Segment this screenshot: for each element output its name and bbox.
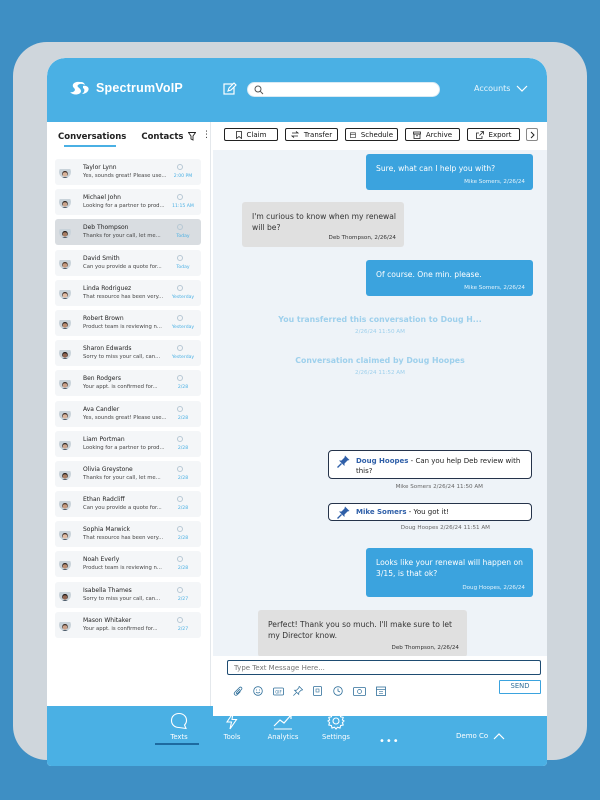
status-indicator-icon — [177, 164, 183, 170]
avatar — [59, 166, 71, 178]
message-incoming — [242, 202, 404, 247]
status-indicator-icon — [177, 224, 183, 230]
attachment-icon[interactable] — [233, 681, 243, 691]
note-separator: - — [406, 508, 414, 516]
contact-name: Taylor Lynn — [83, 164, 117, 171]
message-preview: Yes, sounds great! Please use... — [83, 414, 167, 421]
system-event-time: 2/26/24 11:52 AM — [355, 370, 405, 376]
tab-contacts[interactable]: Contacts — [141, 132, 184, 142]
brand-logo — [69, 80, 183, 96]
note-author: Doug Hoopes — [356, 457, 409, 465]
nav-texts-label: Texts — [170, 733, 188, 741]
transfer-button[interactable] — [285, 128, 338, 141]
nav-analytics[interactable] — [263, 712, 303, 741]
message-preview: Thanks for your call, let me... — [83, 233, 161, 240]
conversation-item[interactable] — [55, 159, 201, 185]
conversation-item[interactable] — [55, 551, 201, 577]
conversation-item[interactable] — [55, 310, 201, 336]
compose-icon[interactable] — [223, 82, 237, 96]
nav-tools[interactable] — [212, 712, 252, 741]
note-meta: Doug Hoopes 2/26/24 11:51 AM — [400, 525, 490, 531]
top-bar — [47, 58, 547, 122]
contact-name: Noah Everly — [83, 556, 120, 564]
conversation-time: 2/28 — [177, 385, 189, 391]
message-preview: Thanks for your call, let me... — [83, 474, 161, 481]
message-preview: Looking for a partner to prod... — [83, 444, 165, 451]
status-indicator-icon — [177, 285, 183, 291]
message-meta: Mike Somers, 2/26/24 — [464, 179, 525, 185]
conversation-item[interactable] — [55, 582, 201, 608]
account-name: Demo Co — [456, 732, 489, 740]
status-indicator-icon — [177, 315, 183, 321]
contact-name: Olivia Greystone — [83, 465, 133, 473]
conversation-time: Today — [176, 264, 190, 270]
schedule-label: Schedule — [360, 130, 393, 139]
avatar — [59, 589, 71, 601]
status-indicator-icon — [177, 617, 183, 623]
message-text: I'm curious to know when my renewal will be? — [252, 212, 397, 232]
brand-name: SpectrumVoIP — [96, 81, 183, 95]
clock-icon[interactable] — [333, 681, 343, 691]
internal-note — [328, 503, 532, 521]
accounts-menu[interactable] — [474, 84, 528, 93]
svg-text:GIF: GIF — [275, 689, 282, 695]
payment-icon[interactable] — [353, 681, 366, 691]
filter-icon[interactable] — [188, 132, 196, 141]
accounts-label: Accounts — [474, 84, 511, 93]
message-preview: Your appt. is confirmed for... — [83, 384, 158, 391]
status-indicator-icon — [177, 255, 183, 261]
archive-icon — [413, 131, 421, 139]
conversation-time: 2/28 — [177, 566, 189, 572]
avatar — [59, 347, 71, 359]
chat-bubble-icon — [170, 712, 188, 730]
search-input[interactable] — [247, 82, 440, 97]
avatar — [59, 558, 71, 570]
claim-label: Claim — [246, 130, 267, 139]
search-icon — [254, 85, 264, 95]
message-outgoing — [366, 548, 533, 597]
conversation-time: 2/28 — [177, 536, 189, 542]
conversation-time: 11:15 AM — [172, 204, 194, 210]
contact-name: Sophia Marwick — [83, 526, 131, 534]
avatar — [59, 468, 71, 480]
nav-tools-label: Tools — [223, 733, 241, 741]
message-meta: Deb Thompson, 2/26/24 — [391, 645, 459, 651]
bookmark-icon — [236, 131, 242, 139]
avatar — [59, 528, 71, 540]
status-indicator-icon — [177, 496, 183, 502]
conversation-item[interactable] — [55, 401, 201, 427]
toolbar-more-button[interactable] — [526, 128, 538, 141]
status-indicator-icon — [177, 406, 183, 412]
spectrum-logo-icon — [69, 80, 91, 96]
status-indicator-icon — [177, 556, 183, 562]
avatar — [59, 408, 71, 420]
nav-analytics-label: Analytics — [267, 733, 299, 741]
status-indicator-icon — [177, 375, 183, 381]
message-text: Sure, what can I help you with? — [376, 164, 496, 173]
note-text: You got it! — [413, 508, 449, 516]
conversation-item[interactable] — [55, 370, 201, 396]
system-event — [213, 356, 547, 376]
contact-name: Liam Portman — [83, 435, 125, 443]
message-outgoing — [366, 260, 533, 296]
note-text: Can you help Deb review with this? — [356, 457, 521, 475]
export-icon — [476, 131, 484, 139]
chevron-up-icon — [493, 733, 505, 740]
message-preview: That resource has been very... — [83, 293, 164, 300]
message-incoming — [258, 610, 467, 657]
contact-name: Linda Rodriguez — [83, 284, 132, 292]
archive-button[interactable] — [405, 128, 460, 141]
conversation-item[interactable] — [55, 491, 201, 517]
pin-icon — [337, 455, 350, 468]
message-preview: Product team is reviewing n... — [83, 323, 162, 330]
message-meta: Mike Somers, 2/26/24 — [464, 285, 525, 291]
avatar — [59, 287, 71, 299]
message-composer — [213, 656, 547, 716]
conversation-time: 2/28 — [177, 445, 189, 451]
message-preview: Sorry to miss your call, can... — [83, 595, 161, 602]
conversation-time: Today — [176, 234, 190, 240]
send-button[interactable]: SEND — [499, 680, 541, 694]
pin-icon — [337, 506, 350, 519]
export-button[interactable] — [467, 128, 520, 141]
message-outgoing — [366, 154, 533, 190]
schedule-message-icon[interactable] — [376, 681, 386, 691]
contact-name: Sharon Edwards — [83, 345, 132, 353]
schedule-button[interactable] — [345, 128, 398, 141]
gif-icon[interactable] — [273, 681, 283, 695]
calendar-icon — [350, 131, 356, 139]
pin-note-icon[interactable] — [293, 681, 303, 691]
message-preview: Can you provide a quote for... — [83, 505, 162, 512]
avatar — [59, 438, 71, 450]
more-options-icon[interactable]: ⋮ — [202, 130, 211, 140]
message-preview: Sorry to miss your call, can... — [83, 354, 161, 361]
avatar — [59, 196, 71, 208]
chevron-down-icon — [516, 85, 528, 92]
contact-name: Isabella Thames — [83, 586, 132, 594]
avatar — [59, 377, 71, 389]
message-meta: Deb Thompson, 2/26/24 — [328, 235, 396, 241]
conversation-item[interactable] — [55, 280, 201, 306]
avatar — [59, 226, 71, 238]
transfer-label: Transfer — [303, 130, 333, 139]
conversation-sidebar — [47, 122, 211, 706]
conversation-item[interactable] — [55, 431, 201, 457]
conversation-time: 2/27 — [177, 626, 189, 632]
internal-note — [328, 450, 532, 479]
system-event — [213, 315, 547, 335]
note-separator: - — [408, 457, 416, 465]
message-preview: Can you provide a quote for... — [83, 263, 162, 270]
conversation-time: Yesterday — [171, 324, 195, 330]
archive-label: Archive — [425, 130, 453, 139]
message-meta: Doug Hoopes, 2/26/24 — [462, 585, 525, 591]
conversation-time: 2/28 — [177, 415, 189, 421]
status-indicator-icon — [177, 526, 183, 532]
account-switcher[interactable] — [456, 732, 505, 740]
message-text: Looks like your renewal will happen on 3/15, is that ok? — [376, 558, 523, 578]
message-thread — [213, 150, 547, 706]
chevron-right-icon — [530, 131, 535, 139]
conversation-item[interactable] — [55, 612, 201, 638]
contact-name: Ethan Radcliff — [83, 496, 125, 504]
app-window — [47, 58, 547, 766]
avatar — [59, 498, 71, 510]
conversation-toolbar — [224, 128, 527, 142]
conversation-item[interactable] — [55, 521, 201, 547]
conversation-item[interactable] — [55, 461, 201, 487]
conversation-time: 2/27 — [177, 596, 189, 602]
status-indicator-icon — [177, 194, 183, 200]
nav-settings-label: Settings — [322, 733, 350, 741]
conversation-time: 2:00 PM — [173, 174, 193, 179]
contact-name: Robert Brown — [83, 314, 124, 322]
conversation-item[interactable] — [55, 189, 201, 215]
message-preview: Your appt. is confirmed for... — [83, 625, 158, 632]
note-meta: Mike Somers 2/26/24 11:50 AM — [395, 484, 483, 490]
contact-name: Ben Rodgers — [83, 375, 121, 383]
message-input[interactable] — [227, 660, 541, 675]
status-indicator-icon — [177, 466, 183, 472]
claim-button[interactable] — [224, 128, 278, 141]
conversation-item[interactable] — [55, 340, 201, 366]
contact-name: Ava Candler — [83, 405, 120, 413]
avatar — [59, 257, 71, 269]
status-indicator-icon — [177, 436, 183, 442]
emoji-icon[interactable] — [253, 681, 263, 691]
system-event-time: 2/26/24 11:50 AM — [355, 329, 405, 335]
contact-name: Deb Thompson — [83, 224, 129, 232]
system-event-text: You transferred this conversation to Doug H... — [278, 315, 482, 324]
conversation-item[interactable] — [55, 219, 201, 245]
avatar — [59, 317, 71, 329]
conversation-time: Yesterday — [171, 355, 195, 361]
nav-settings[interactable] — [316, 712, 356, 741]
contact-name: Michael John — [83, 194, 121, 202]
export-label: Export — [488, 130, 512, 139]
message-preview: Looking for a partner to prod... — [83, 203, 165, 210]
conversation-time: 2/28 — [177, 475, 189, 481]
note-author: Mike Somers — [356, 508, 407, 516]
template-icon[interactable] — [313, 681, 323, 691]
tab-conversations[interactable]: Conversations — [58, 131, 126, 147]
nav-texts[interactable] — [159, 712, 199, 741]
conversation-time: Yesterday — [171, 294, 195, 300]
message-text: Perfect! Thank you so much. I'll make sure to let my Director know. — [268, 620, 453, 640]
more-nav-icon[interactable]: ••• — [379, 736, 400, 747]
message-preview: Yes, sounds great! Please use... — [83, 173, 167, 179]
contact-name: David Smith — [83, 254, 120, 262]
status-indicator-icon — [177, 587, 183, 593]
transfer-icon — [291, 131, 299, 138]
status-indicator-icon — [177, 345, 183, 351]
conversation-item[interactable] — [55, 250, 201, 276]
message-preview: That resource has been very... — [83, 535, 164, 542]
message-preview: Product team is reviewing n... — [83, 565, 162, 572]
avatar — [59, 619, 71, 631]
system-event-text: Conversation claimed by Doug Hoopes — [295, 356, 465, 365]
message-text: Of course. One min. please. — [376, 270, 482, 279]
contact-name: Mason Whitaker — [83, 616, 132, 624]
conversation-list — [55, 159, 201, 642]
conversation-time: 2/28 — [177, 506, 189, 512]
